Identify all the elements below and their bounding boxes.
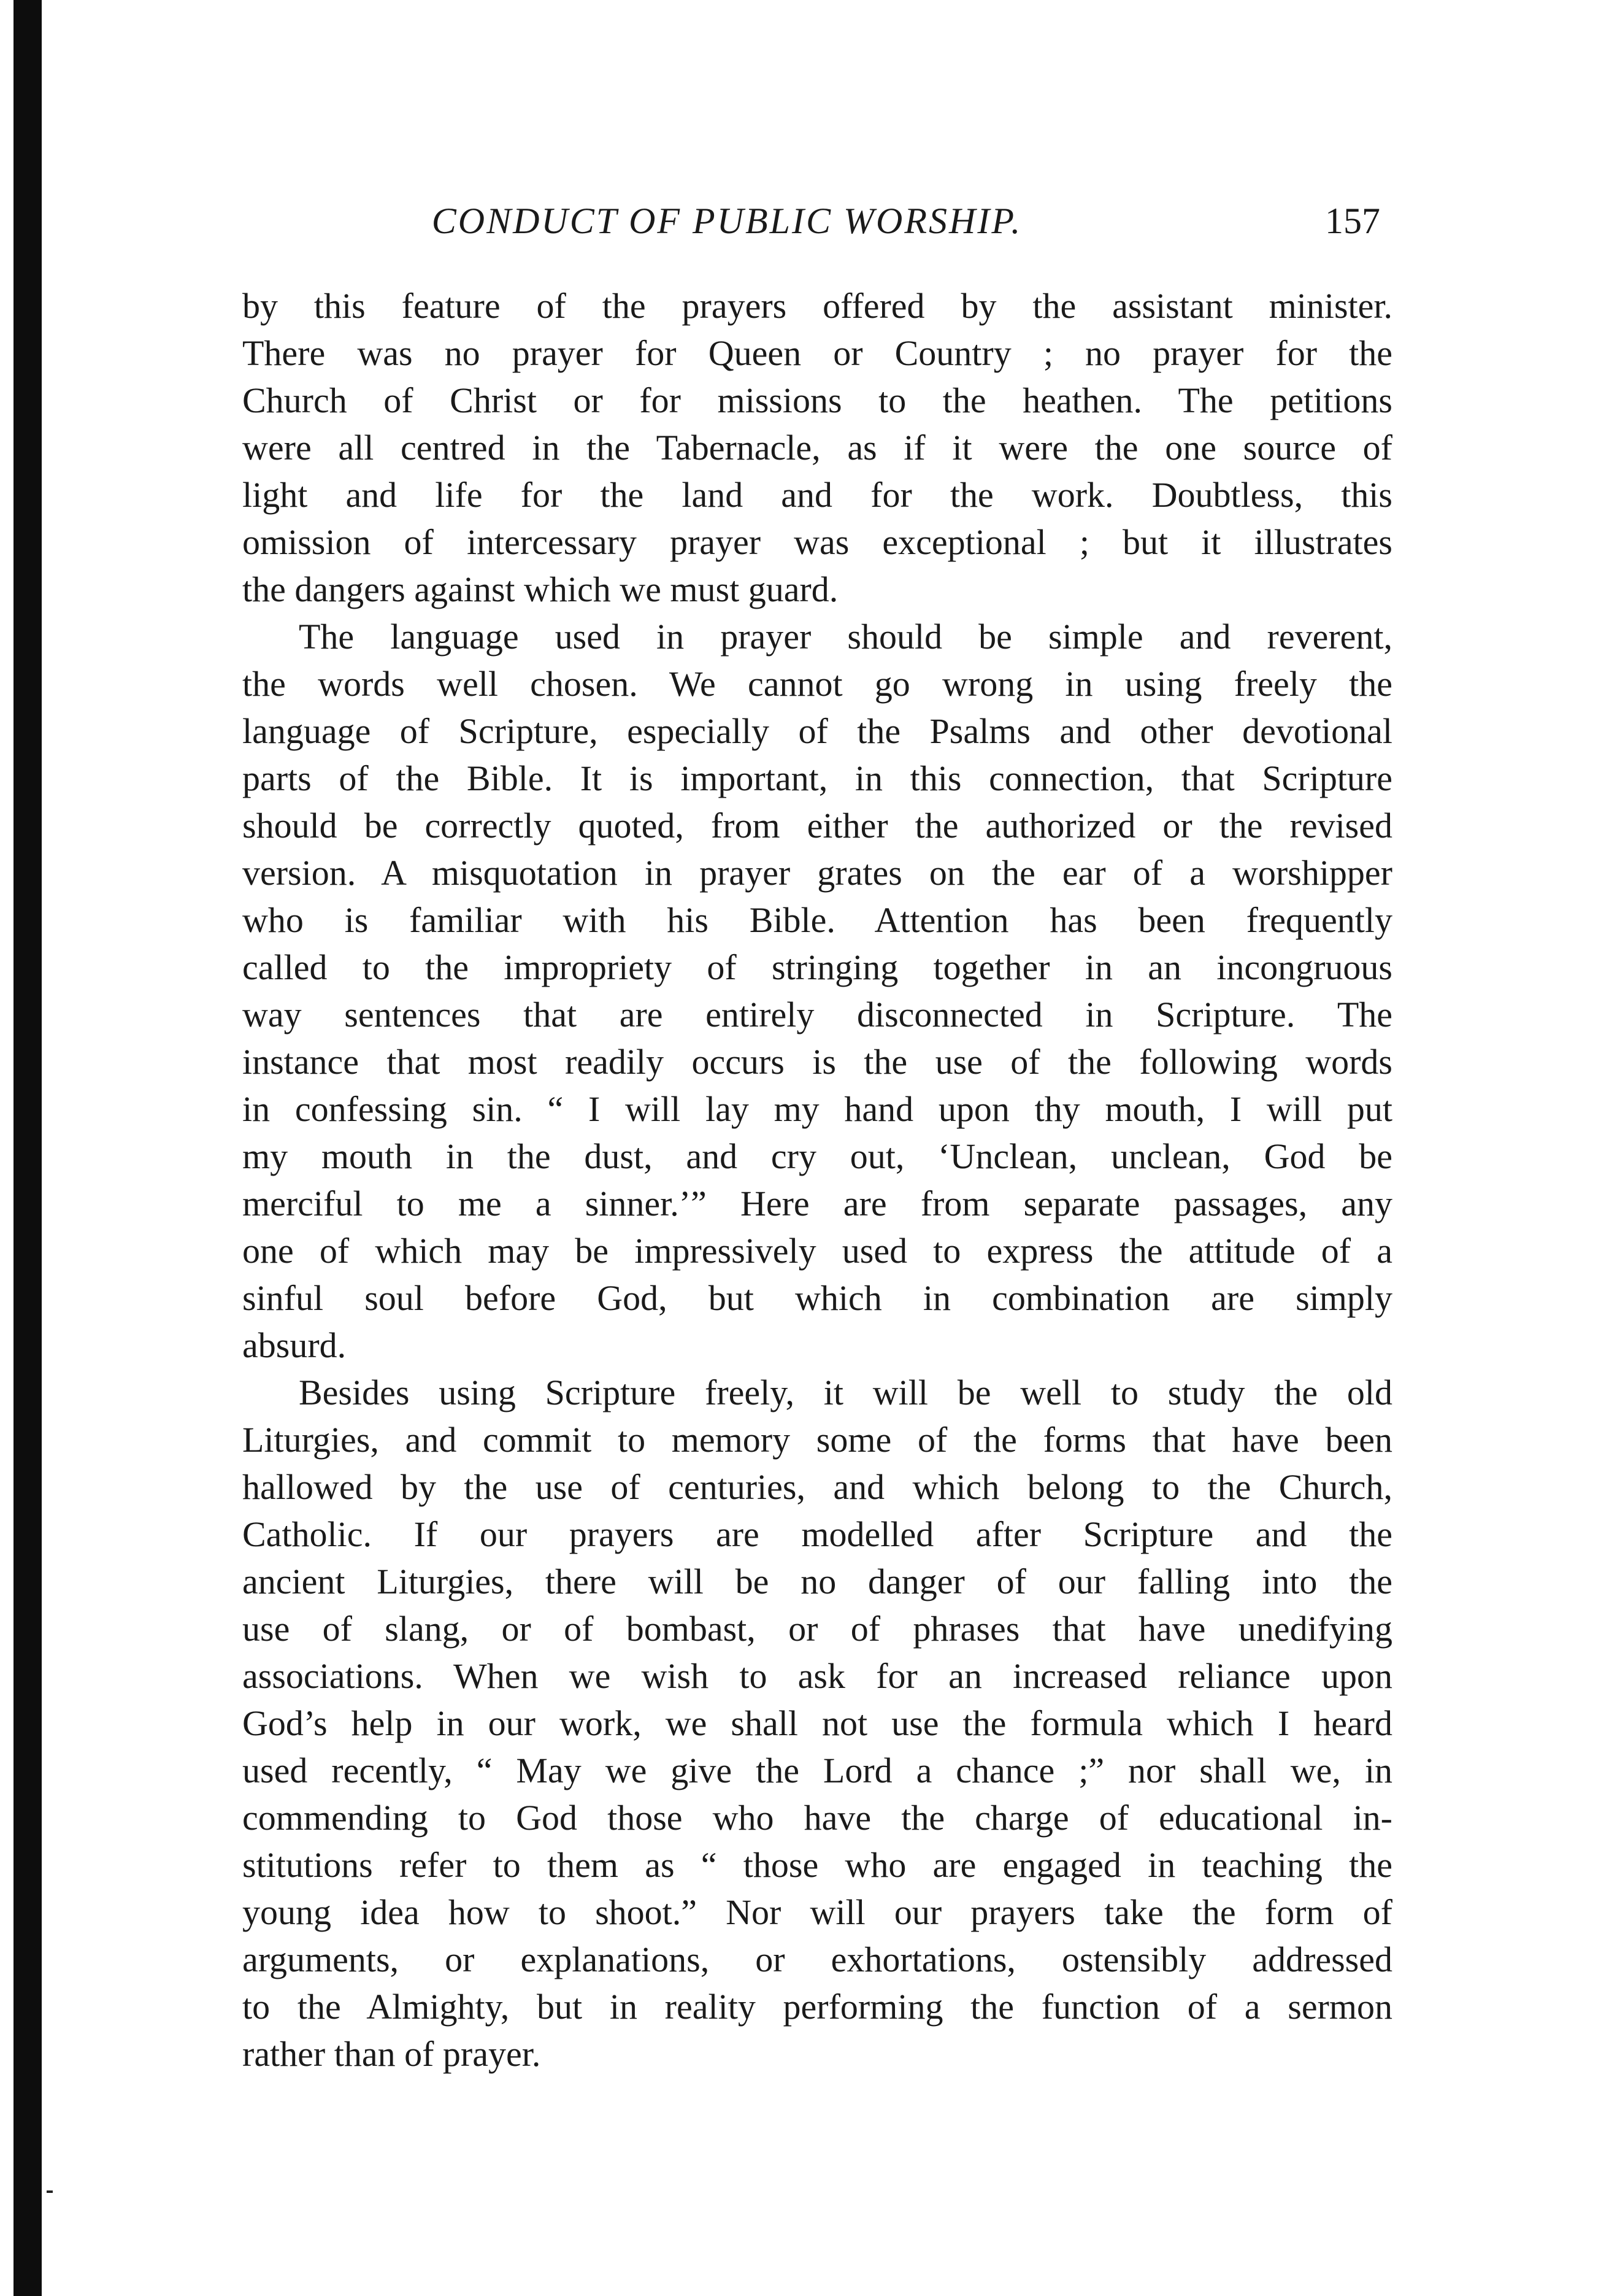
running-title: CONDUCT OF PUBLIC WORSHIP. <box>431 201 1023 241</box>
text-line: commending to God those who have the charge of educational in- <box>242 1798 1392 1838</box>
text-line: young idea how to shoot.” Nor will our prayers take the form of <box>242 1892 1392 1932</box>
scan-speck <box>47 2190 53 2193</box>
text-line: Catholic. If our prayers are modelled after Scripture and the <box>242 1514 1392 1554</box>
paragraph-first-line: Besides using Scripture freely, it will be well to study the old <box>299 1373 1392 1412</box>
text-line: instance that most readily occurs is the use of the following words <box>242 1042 1392 1082</box>
text-line: should be correctly quoted, from either the authorized or the revised <box>242 806 1392 846</box>
text-line: omission of intercessary prayer was exceptional ; but it illustrates <box>242 522 1392 562</box>
text-line: one of which may be impressively used to express the attitude of a <box>242 1231 1392 1271</box>
text-line: version. A misquotation in prayer grates on the ear of a worshipper <box>242 853 1392 893</box>
text-line: the dangers against which we must guard. <box>242 569 839 609</box>
text-line: my mouth in the dust, and cry out, ‘Unclean, unclean, God be <box>242 1136 1392 1176</box>
text-line: sinful soul before God, but which in combination are simply <box>242 1278 1392 1318</box>
text-line: rather than of prayer. <box>242 2034 541 2074</box>
text-line: in confessing sin. “ I will lay my hand upon thy mouth, I will put <box>242 1089 1392 1129</box>
paragraph-first-line: The language used in prayer should be simple and reverent, <box>299 617 1392 657</box>
text-line: associations. When we wish to ask for an increased reliance upon <box>242 1656 1392 1696</box>
text-line: language of Scripture, especially of the Psalms and other devotional <box>242 711 1392 751</box>
body-text <box>242 282 1392 2078</box>
text-line: to the Almighty, but in reality performing the function of a sermon <box>242 1987 1392 2027</box>
scan-binding-edge <box>13 0 42 2296</box>
text-line: light and life for the land and for the work. Doubtless, this <box>242 475 1392 515</box>
text-line: by this feature of the prayers offered by the assistant minister. <box>242 286 1392 326</box>
text-line: use of slang, or of bombast, or of phrases that have unedifying <box>242 1609 1392 1649</box>
text-line: arguments, or explanations, or exhortations, ostensibly addressed <box>242 1940 1392 1979</box>
text-line: used recently, “ May we give the Lord a chance ;” nor shall we, in <box>242 1751 1392 1790</box>
text-line: stitutions refer to them as “ those who are engaged in teaching the <box>242 1845 1392 1885</box>
text-line: who is familiar with his Bible. Attention has been frequently <box>242 900 1392 940</box>
text-line: were all centred in the Tabernacle, as if it were the one source of <box>242 428 1392 468</box>
text-line: hallowed by the use of centuries, and which belong to the Church, <box>242 1467 1392 1507</box>
text-line: way sentences that are entirely disconnected in Scripture. The <box>242 995 1392 1034</box>
text-line: ancient Liturgies, there will be no danger of our falling into the <box>242 1562 1392 1601</box>
text-line: Liturgies, and commit to memory some of the forms that have been <box>242 1420 1392 1460</box>
text-line: There was no prayer for Queen or Country ; no prayer for the <box>242 333 1392 373</box>
page-number: 157 <box>1325 201 1380 241</box>
text-line: God’s help in our work, we shall not use the formula which I heard <box>242 1703 1392 1743</box>
text-line: parts of the Bible. It is important, in this connection, that Scripture <box>242 758 1392 798</box>
text-line: Church of Christ or for missions to the heathen. The petitions <box>242 380 1392 420</box>
text-line: the words well chosen. We cannot go wrong in using freely the <box>242 664 1392 704</box>
text-line: absurd. <box>242 1325 347 1365</box>
text-line: called to the impropriety of stringing together in an incongruous <box>242 947 1392 987</box>
text-line: merciful to me a sinner.’” Here are from separate passages, any <box>242 1184 1392 1223</box>
running-head <box>242 196 1392 245</box>
